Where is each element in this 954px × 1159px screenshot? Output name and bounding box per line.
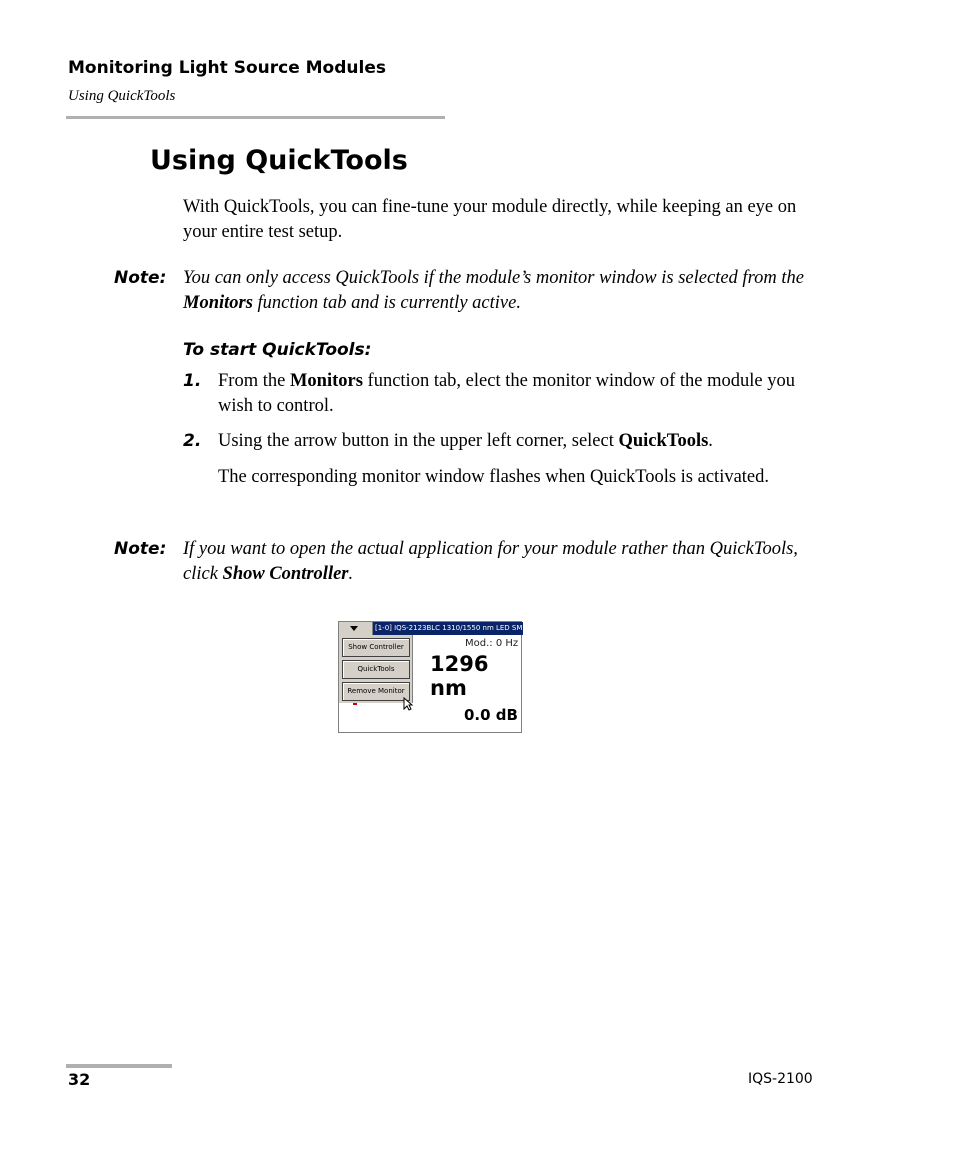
step-bold-term: Monitors: [289, 371, 363, 391]
running-header-subtitle: Using QuickTools: [68, 88, 176, 104]
note-bold-term: Monitors: [183, 293, 253, 313]
step-bold-term: QuickTools: [618, 431, 709, 451]
footer-rule: [66, 1064, 172, 1068]
context-menu: [339, 635, 413, 703]
modulation-readout: Mod.: 0 Hz: [465, 638, 519, 649]
step-number: 1.: [183, 371, 202, 391]
step-number: 2.: [183, 431, 202, 451]
note-text: You can only access QuickTools if the module’s monitor window is selected from the Monitors function tab and is currently active.: [183, 268, 804, 313]
menu-item-quicktools[interactable]: QuickTools: [342, 660, 410, 679]
monitor-title-bar: [1-0] IQS-2123BLC 1310/1550 nm LED SM Pola: [373, 622, 523, 635]
step-text: From the Monitors function tab, elect the monitor window of the module you wish to control.: [218, 371, 796, 416]
chevron-down-icon: [350, 626, 358, 631]
wavelength-readout: 1296 nm: [430, 652, 489, 700]
header-rule: [66, 116, 445, 119]
power-readout: 0.0 dB: [464, 706, 518, 724]
monitor-window-screenshot: [338, 621, 540, 733]
mouse-cursor-icon: [403, 697, 413, 711]
step-text: Using the arrow button in the upper left corner, select QuickTools.: [218, 431, 713, 451]
menu-item-show-controller[interactable]: Show Controller: [342, 638, 410, 657]
intro-paragraph: With QuickTools, you can fine-tune your module directly, while keeping an eye on your entire test setup.: [183, 197, 797, 242]
page-title: Using QuickTools: [150, 145, 408, 176]
note-label: Note:: [114, 539, 167, 559]
page-number: 32: [68, 1070, 91, 1089]
product-name: IQS-2100: [748, 1071, 813, 1087]
status-mark: [353, 703, 357, 705]
note-label: Note:: [114, 268, 167, 288]
menu-item-remove-monitor[interactable]: Remove Monitor: [342, 682, 410, 701]
step-result: The corresponding monitor window flashes when QuickTools is activated.: [218, 467, 770, 487]
procedure-title: To start QuickTools:: [183, 340, 372, 360]
note-bold-term: Show Controller: [222, 564, 349, 584]
menu-arrow-button[interactable]: [339, 622, 373, 636]
running-header-title: Monitoring Light Source Modules: [68, 58, 386, 78]
note-text: If you want to open the actual application for your module rather than QuickTools, click Show Controller.: [183, 539, 798, 584]
